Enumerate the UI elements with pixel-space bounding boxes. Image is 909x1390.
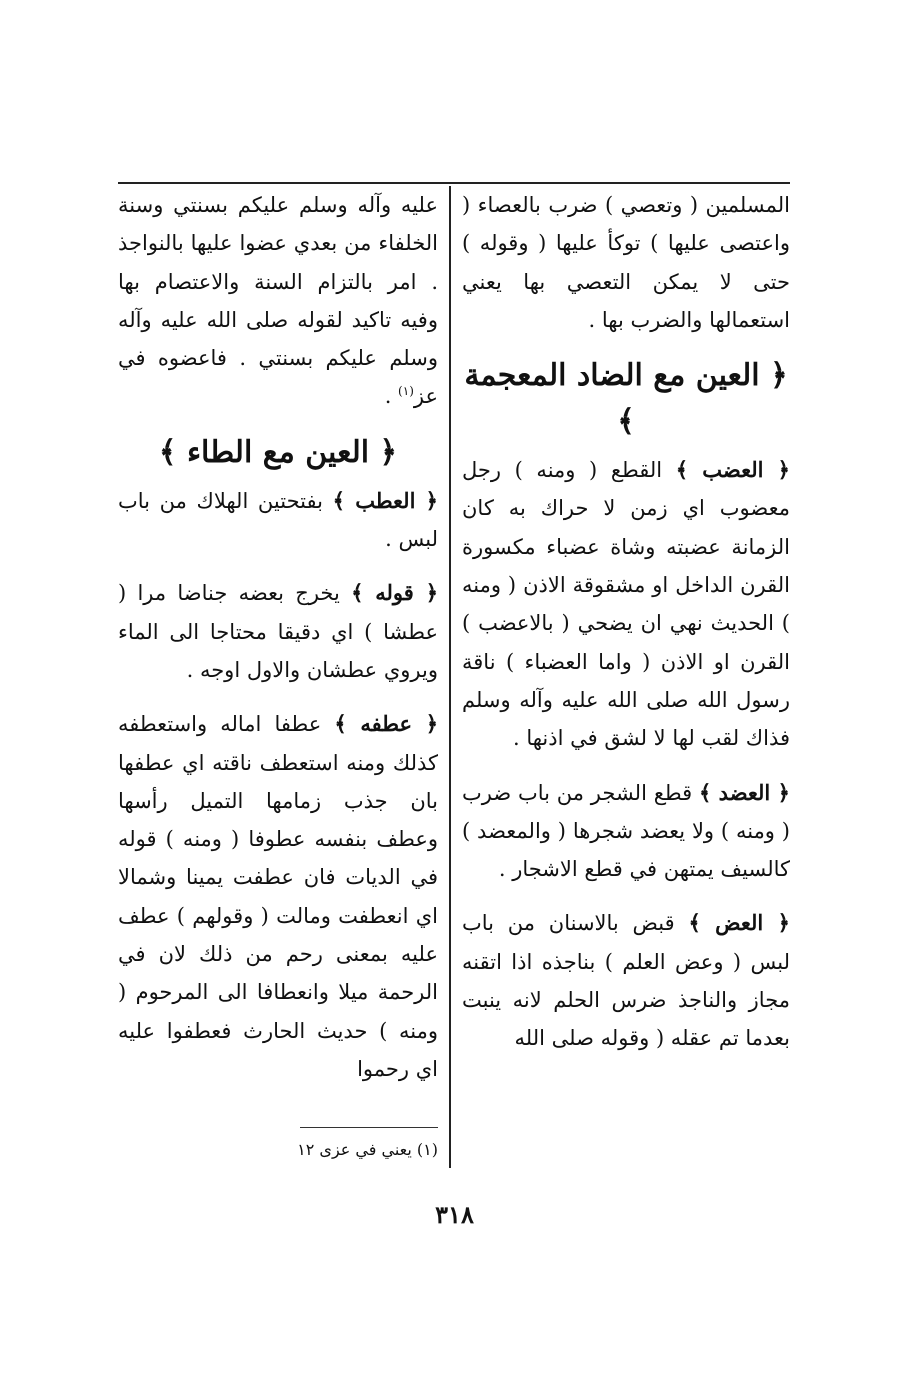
entry-body: قبض بالاسنان من باب لبس ( وعض العلم ) بناجذه اذا اتقنه مجاز والناجذ ضرس الحلم لانه ينبت بعدما تم عقله ( وقوله صلى الله [462, 911, 790, 1051]
left-column [118, 186, 438, 1088]
entry-qawluhu [118, 574, 438, 689]
paragraph-end: . [384, 384, 399, 409]
entry-heading: ﴿ قوله ﴾ [351, 580, 439, 606]
section-title-ain-dad: ﴿ العين مع الضاد المعجمة ﴾ [464, 358, 788, 440]
footnote: (١) يعني في عزى ١٢ [297, 1140, 438, 1159]
paragraph-text: عليه وآله وسلم عليكم بسنتي وسنة الخلفاء من بعدي عضوا عليها بالنواجذ . امر بالتزام السنة والاعتصام بها وفيه تاكيد لقوله صلى الله عليه وآله وسلم عليكم بسنتي . فاعضوه في عز [118, 193, 438, 409]
entry-body: القطع ( ومنه ) رجل معضوب اي زمن لا حراك به كان الزمانة عضبته وشاة عضباء مكسورة القرن الداخل او مشقوقة الاذن ( ومنه ) الحديث نهي ان يضحي ( بالاعضب ) القرن او الاذن ( واما العضباء ) ناقة رسول الله صلى الله عليه وآله وسلم فذاك لقب لها لا لشق في اذنها . [462, 458, 790, 751]
right-column [462, 186, 790, 1058]
continuation-paragraph: المسلمين ( وتعصي ) ضرب بالعصاء ( واعتصى عليها ) توكأ عليها ( وقوله ) حتى لا يمكن التعصي بها يعني استعمالها والضرب بها . [462, 193, 790, 332]
footnote-marker: (١) [398, 384, 414, 399]
header-rule [118, 182, 790, 184]
entry-atab [118, 482, 438, 559]
footnote-rule [300, 1127, 438, 1128]
entry-heading: ﴿ العضب ﴾ [675, 457, 790, 483]
entry-atfahu [118, 705, 438, 1088]
entry-add [462, 904, 790, 1057]
page-number: ٣١٨ [435, 1200, 474, 1229]
entry-adud [462, 774, 790, 889]
section-title-ain-ta: ﴿ العين مع الطاء ﴾ [158, 434, 398, 470]
entry-body: عطفا اماله واستعطفه كذلك ومنه استعطف ناقته اي عطفها بان جذب زمامها التميل رأسها وعطف بنفسه عطوفا ( ومنه ) قوله في الديات فان عطفت يمينا وشمالا اي انعطفت ومالت ( وقولهم ) عطف عليه بمعنى رحم من ذلك لان في الرحمة ميلا وانعطافا الى المرحوم ( ومنه ) حديث الحارث فعطفوا عليه اي رحموا [118, 712, 438, 1081]
entry-body: يخرج بعضه جناضا مرا ( عطشا ) اي دقيقا محتاجا الى الماء ويروي عطشان والاول اوجه . [118, 581, 438, 682]
entry-body: بفتحتين الهلاك من باب لبس . [118, 488, 438, 552]
entry-adb [462, 451, 790, 757]
entry-body: قطع الشجر من باب ضرب ( ومنه ) ولا يعضد شجرها ( والمعضد ) كالسيف يمتهن في قطع الاشجار . [462, 780, 790, 882]
entry-heading: ﴿ عطفه ﴾ [334, 711, 439, 737]
entry-heading: ﴿ العطب ﴾ [332, 487, 438, 513]
entry-heading: ﴿ العض ﴾ [688, 910, 790, 936]
continuation-paragraph [118, 186, 438, 416]
column-divider [449, 186, 451, 1168]
entry-heading: ﴿ العضد ﴾ [698, 779, 790, 805]
